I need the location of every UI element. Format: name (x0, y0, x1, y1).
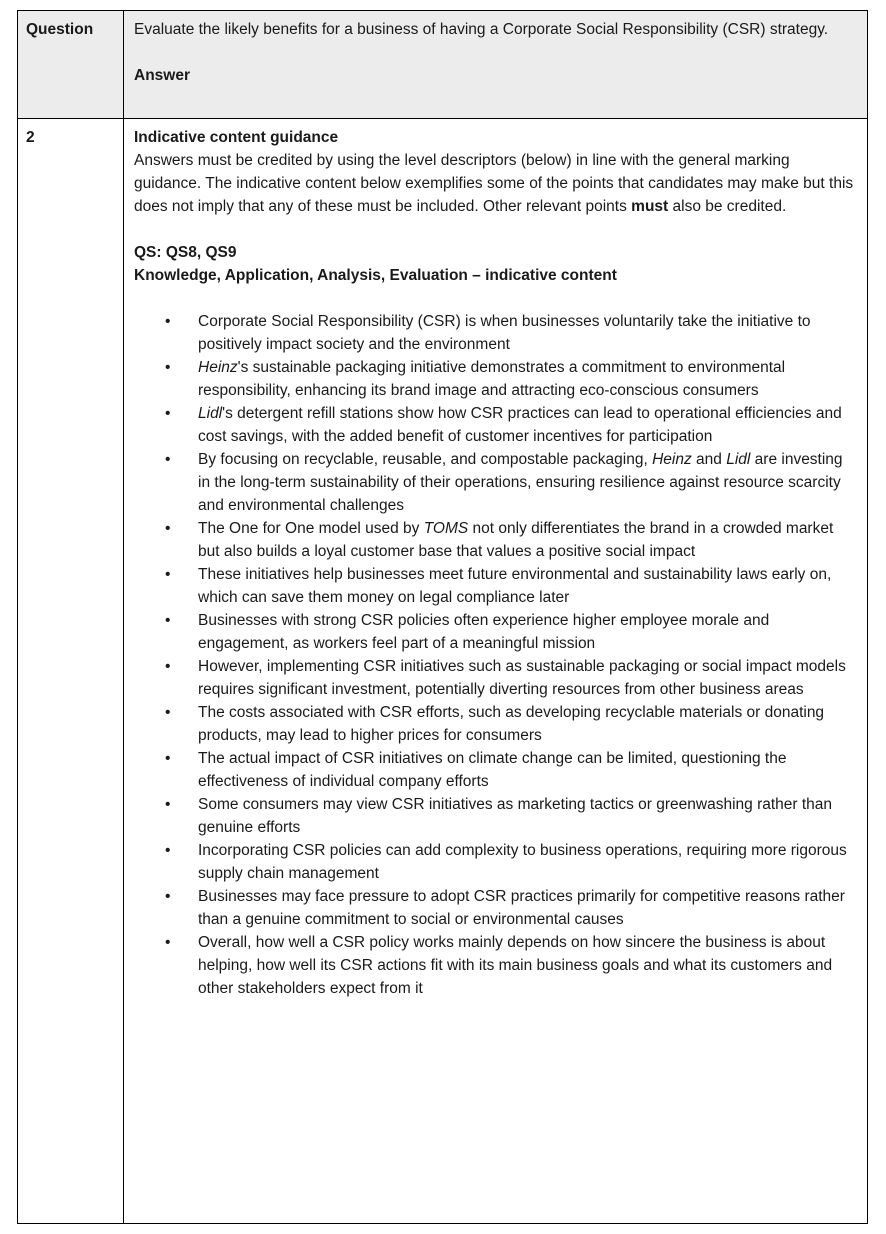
bullet-item: • Some consumers may view CSR initiatives as marketing tactics or greenwashing rather than genuine efforts (134, 793, 855, 839)
answer-content-cell (124, 119, 868, 1224)
bullet-item: • Businesses may face pressure to adopt CSR practices primarily for competitive reasons rather than a genuine commitment to social or environmental causes (134, 885, 855, 931)
question-label: Question (26, 21, 94, 38)
bullet-item: • Overall, how well a CSR policy works mainly depends on how sincere the business is about helping, how well its CSR actions fit with its main business goals and what its customers and other stakeholders expect from it (134, 931, 855, 1000)
guidance-title: Indicative content guidance (134, 129, 339, 146)
spacer (134, 218, 855, 241)
bullet-item: • Heinz's sustainable packaging initiative demonstrates a commitment to environmental responsibility, enhancing its brand image and attracting eco-conscious consumers (134, 356, 855, 402)
answer-body-row (18, 119, 868, 1224)
bullet-item: • Corporate Social Responsibility (CSR) is when businesses voluntarily take the initiative to positively impact society and the environment (134, 310, 855, 356)
answer-label: Answer (134, 67, 190, 84)
spacer (134, 287, 855, 310)
bullet-item: • The actual impact of CSR initiatives on climate change can be limited, questioning the effectiveness of individual company efforts (134, 747, 855, 793)
bullet-item: • By focusing on recyclable, reusable, and compostable packaging, Heinz and Lidl are investing in the long-term sustainability of their operations, ensuring resilience against resource scarcity and environmental challenges (134, 448, 855, 517)
indicative-content-list (134, 310, 855, 1000)
question-label-cell (18, 11, 124, 119)
bullet-item: • However, implementing CSR initiatives such as sustainable packaging or social impact models requires significant investment, potentially diverting resources from other business areas (134, 655, 855, 701)
guidance-paragraph: Answers must be credited by using the level descriptors (below) in line with the general marking guidance. The indicative content below exemplifies some of the points that candidates may make but this does not imply that any of these must be included. Other relevant points must also be credited. (134, 152, 854, 215)
skills-line: Knowledge, Application, Analysis, Evaluation – indicative content (134, 267, 617, 284)
question-header-content (134, 18, 855, 111)
bullet-item: • Lidl's detergent refill stations show how CSR practices can lead to operational efficiencies and cost savings, with the added benefit of customer incentives for participation (134, 402, 855, 448)
question-number-cell (18, 119, 124, 1224)
bullet-item: • These initiatives help businesses meet future environmental and sustainability laws early on, which can save them money on legal compliance later (134, 563, 855, 609)
mark-scheme-table (17, 10, 868, 1224)
bullet-item: • The costs associated with CSR efforts, such as developing recyclable materials or donating products, may lead to higher prices for consumers (134, 701, 855, 747)
question-text-cell (124, 11, 868, 119)
bullet-item: • Incorporating CSR policies can add complexity to business operations, requiring more rigorous supply chain management (134, 839, 855, 885)
question-header-row (18, 11, 868, 119)
qs-line: QS: QS8, QS9 (134, 244, 237, 261)
question-number: 2 (26, 129, 35, 146)
spacer (134, 41, 855, 64)
bullet-item: • Businesses with strong CSR policies often experience higher employee morale and engagement, as workers feel part of a meaningful mission (134, 609, 855, 655)
question-text: Evaluate the likely benefits for a business of having a Corporate Social Responsibility (CSR) strategy. (134, 21, 829, 38)
bullet-item: • The One for One model used by TOMS not only differentiates the brand in a crowded market but also builds a loyal customer base that values a positive social impact (134, 517, 855, 563)
